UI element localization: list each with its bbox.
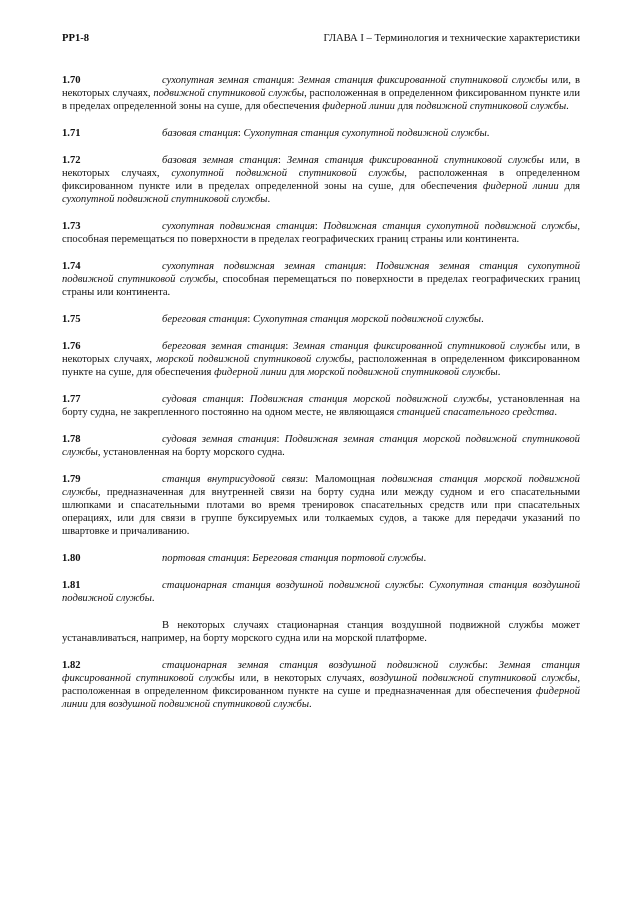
definition-text: . [309, 699, 312, 710]
term-italic: Подвижная земная станция сухопутной подвижной спутниковой службы [62, 261, 581, 285]
term-italic: воздушной подвижной спутниковой службы [369, 673, 578, 684]
term-italic: портовая станция [162, 553, 247, 564]
term-italic: Сухопутная станция воздушной подвижной службы [62, 580, 580, 604]
definition-text: . [554, 407, 557, 418]
definition-1-81 [62, 579, 580, 605]
definition-number: 1.81 [62, 580, 81, 591]
term-italic: Сухопутная станция морской подвижной службы [253, 314, 482, 325]
definition-text: : [241, 394, 250, 405]
term-italic: судовая станция [162, 394, 242, 405]
term-italic: станция внутрисудовой связи [162, 474, 306, 485]
definition-text: . [151, 593, 155, 604]
definition-number: 1.71 [62, 128, 81, 139]
term-italic: базовая станция [162, 128, 238, 139]
definition-text: или, в некоторых случаях, [62, 75, 580, 99]
page-code: PP1-8 [62, 33, 90, 44]
definition-text: или, в некоторых случаях, [62, 155, 580, 179]
term-italic: стационарная земная станция воздушной подвижной службы [162, 660, 485, 671]
definition-1-78 [62, 433, 580, 459]
definition-text: : [291, 75, 299, 86]
term-italic: сухопутная подвижная станция [162, 221, 315, 232]
term-italic: береговая земная станция [162, 341, 286, 352]
definition-text: . [497, 367, 501, 378]
definition-text: : [277, 155, 287, 166]
term-italic: сухопутная земная станция [162, 75, 292, 86]
definition-text: . [486, 128, 490, 139]
term-italic: Земная станция фиксированной спутниковой службы [286, 155, 544, 166]
definition-text: : Маломощная [305, 474, 382, 485]
term-italic: Береговая станция портовой службы [252, 553, 424, 564]
definition-number: 1.76 [62, 341, 81, 352]
definition-note [62, 619, 580, 645]
definition-number: 1.75 [62, 314, 81, 325]
term-italic: сухопутной подвижной спутниковой службы [171, 168, 405, 179]
definition-text: : [421, 580, 430, 591]
term-italic: фидерной линии [322, 101, 395, 112]
term-italic: фидерной линии [483, 181, 559, 192]
definition-number: 1.72 [62, 155, 81, 166]
definition-text: : [484, 660, 499, 671]
term-italic: морской подвижной спутниковой службы [307, 367, 498, 378]
definition-number: 1.73 [62, 221, 81, 232]
term-italic: сухопутная подвижная земная станция [162, 261, 364, 272]
definition-1-71 [62, 127, 580, 140]
definition-text: . [267, 194, 271, 205]
term-italic: станцией спасательного средства [396, 407, 555, 418]
definition-text: . [566, 101, 569, 112]
definition-text: для [558, 181, 580, 192]
definition-number: 1.79 [62, 474, 81, 485]
definition-text: : [363, 261, 376, 272]
term-italic: береговая станция [162, 314, 248, 325]
definition-number: 1.82 [62, 660, 81, 671]
term-italic: воздушной подвижной спутниковой службы [108, 699, 310, 710]
definition-text: , установленная на борту морского судна. [97, 447, 285, 458]
definition-text: В некоторых случаях стационарная станция воздушной подвижной службы может устанавливаться, например, на борту морского судна или на морской платформе. [62, 620, 580, 644]
page-header [62, 33, 580, 47]
term-italic: фидерной линии [62, 686, 580, 710]
definition-number: 1.77 [62, 394, 81, 405]
definitions-list [62, 74, 580, 725]
definition-text: , предназначенная для внутренней связи на борту судна или между судном и его спасательными шлюпками и спасательными плотами во время тренировок спасательных средств или при спасательных операциях, или для связи в группе буксируемых или толкаемых судов, а также для передачи указаний по швартовке и причаливанию. [62, 487, 580, 537]
definition-number: 1.80 [62, 553, 81, 564]
definition-1-79 [62, 473, 580, 538]
definition-text: для [394, 101, 416, 112]
definition-text: . [481, 314, 484, 325]
term-italic: подвижная станция морской подвижной службы [62, 474, 580, 498]
term-italic: Подвижная станция морской подвижной службы [249, 394, 490, 405]
definition-1-82 [62, 659, 580, 711]
definition-text: , способная перемещаться по поверхности в пределах географических границ страны или континента. [62, 274, 580, 298]
definition-number: 1.70 [62, 75, 81, 86]
definition-1-70 [62, 74, 580, 113]
chapter-title: ГЛАВА I – Терминология и технические характеристики [323, 33, 580, 44]
term-italic: судовая земная станция [162, 434, 277, 445]
definition-1-80 [62, 552, 580, 565]
term-italic: морской подвижной спутниковой службы [156, 354, 352, 365]
definition-text: : [285, 341, 294, 352]
term-italic: подвижной спутниковой службы [415, 101, 567, 112]
term-italic: сухопутной подвижной спутниковой службы [62, 194, 268, 205]
term-italic: Земная станция фиксированной спутниковой службы [298, 75, 548, 86]
definition-number: 1.78 [62, 434, 81, 445]
definition-text: или, в некоторых случаях, [234, 673, 370, 684]
definition-text: . [423, 553, 427, 564]
definition-text: , способная перемещаться по поверхности в пределах географических границ страны или континента. [62, 221, 581, 245]
definition-1-73 [62, 220, 580, 246]
definition-text: , установленная на борту судна, не закрепленного постоянно на одном месте, не являющаяся [62, 394, 580, 418]
definition-1-72 [62, 154, 580, 206]
definition-1-75 [62, 313, 580, 326]
term-italic: Подвижная земная станция морской подвижной спутниковой службы [62, 434, 580, 458]
definition-1-77 [62, 393, 580, 419]
term-italic: Земная станция фиксированной спутниковой службы [62, 660, 581, 684]
term-italic: базовая земная станция [162, 155, 278, 166]
definition-text: , расположенная в определенном фиксированном пункте на суше, для обеспечения [62, 354, 581, 378]
definition-text: : [237, 128, 244, 139]
definition-text: : [247, 314, 254, 325]
definition-text: , расположенная в определенном фиксированном пункте на суше и предназначенная для обеспечения [62, 673, 580, 697]
term-italic: подвижной спутниковой службы [153, 88, 305, 99]
definition-text: : [314, 221, 324, 232]
term-italic: Подвижная станция сухопутной подвижной службы [323, 221, 578, 232]
definition-text: , расположенная в определенном фиксированном пункте или в пределах определенной зоны на суше, для обеспечения [62, 168, 580, 192]
definition-text: для [87, 699, 109, 710]
definition-1-76 [62, 340, 580, 379]
definition-text: , расположенная в определенном фиксированном пункте или в пределах определенной зоны на суше, для обеспечения [62, 88, 580, 112]
definition-text: : [246, 553, 253, 564]
term-italic: стационарная станция воздушной подвижной службы [162, 580, 421, 591]
definition-text: : [276, 434, 285, 445]
definition-text: или, в некоторых случаях, [62, 341, 580, 365]
definition-text: для [286, 367, 308, 378]
term-italic: Земная станция фиксированной спутниковой службы [293, 341, 546, 352]
term-italic: Сухопутная станция сухопутной подвижной службы [243, 128, 487, 139]
definition-1-74 [62, 260, 580, 299]
definition-number: 1.74 [62, 261, 81, 272]
term-italic: фидерной линии [214, 367, 287, 378]
